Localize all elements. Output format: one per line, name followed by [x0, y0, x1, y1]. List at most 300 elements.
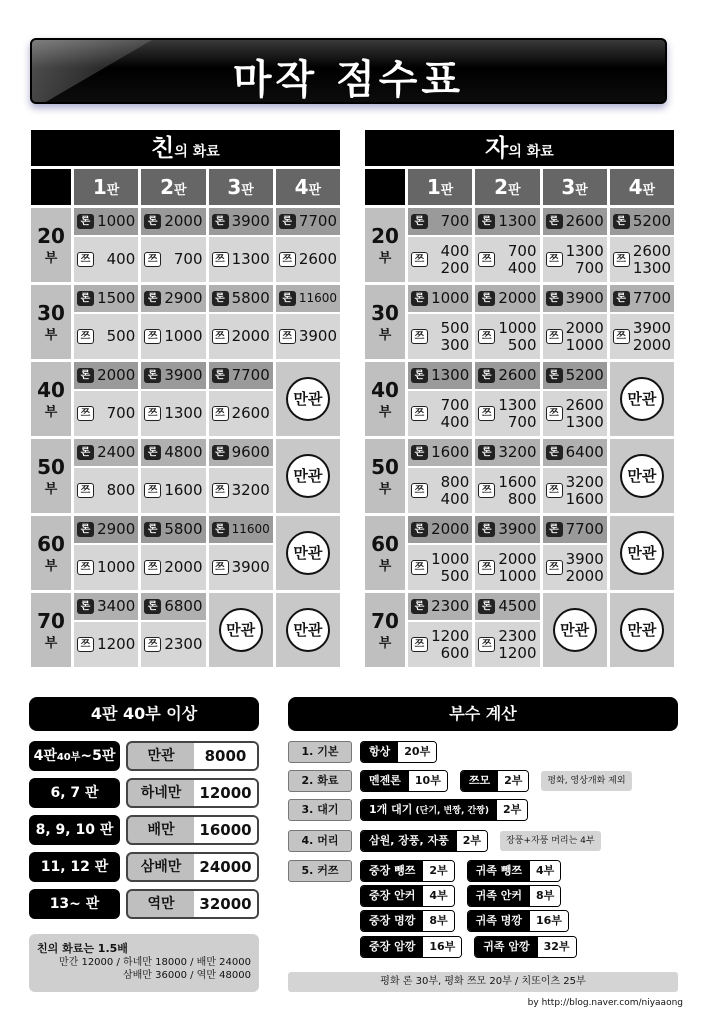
- fu-calc-row: [288, 885, 573, 907]
- tsumo-part: 1300: [632, 258, 671, 277]
- fu-row-40: [365, 362, 674, 436]
- mangan-badge: [286, 454, 330, 498]
- mangan-cell: [610, 439, 674, 513]
- tsumo-value: [161, 328, 202, 345]
- limit-row: [29, 889, 259, 919]
- fu-pill: [467, 860, 562, 882]
- mangan-badge: [553, 608, 597, 652]
- ron-score: [209, 362, 273, 389]
- fu-pill: [360, 799, 528, 821]
- ron-icon: 론: [144, 368, 161, 383]
- ron-value: 6800: [164, 597, 203, 615]
- tsumo-part: 3900: [565, 549, 604, 568]
- ron-value: 1600: [431, 443, 470, 461]
- score-cell: [141, 439, 205, 513]
- tsumo-value: [161, 405, 202, 422]
- ron-score: [141, 362, 205, 389]
- fu-label: [365, 593, 405, 667]
- tsumo-score: [74, 314, 138, 359]
- ron-score: [475, 285, 539, 312]
- score-cell: [408, 516, 472, 590]
- tsumo-part: 800: [106, 481, 136, 499]
- score-cell: [141, 208, 205, 282]
- limit-row: [29, 815, 259, 845]
- tsumo-score: [408, 545, 472, 590]
- mangan-badge: [620, 608, 664, 652]
- fu-pill-value: 2부: [498, 771, 528, 791]
- tsumo-part: 1600: [498, 472, 537, 491]
- score-cell: [543, 208, 607, 282]
- tsumo-value: [428, 474, 469, 508]
- ron-value: 4800: [164, 443, 203, 461]
- limit-name: 배만: [147, 822, 175, 838]
- ron-score: [475, 516, 539, 543]
- tsumo-score: [543, 545, 607, 590]
- mangan-text: 관: [641, 389, 657, 408]
- mangan-badge: [620, 377, 664, 421]
- fu-number: 50: [37, 454, 65, 479]
- score-cell: [74, 362, 138, 436]
- ron-value: 7700: [298, 212, 337, 230]
- fu-pill: [360, 741, 437, 763]
- han-header: [74, 169, 138, 205]
- table-header: [31, 130, 340, 166]
- limit-section-title: 4판 40부 이상: [29, 697, 259, 731]
- limit-row: [29, 852, 259, 882]
- limit-han: [29, 778, 120, 808]
- fu-calc-row: [288, 860, 573, 882]
- tsumo-part: 1200: [97, 635, 136, 653]
- ron-icon: 론: [478, 368, 495, 383]
- mangan-text: 만: [560, 620, 575, 639]
- mangan-text: 관: [641, 543, 657, 562]
- tsumo-score: [209, 314, 273, 359]
- score-cell: [74, 516, 138, 590]
- limit-han: [29, 815, 120, 845]
- score-cell: [475, 516, 539, 590]
- tsumo-score: [475, 314, 539, 359]
- fu-number: 60: [371, 531, 399, 556]
- fu-pill-key: 귀족 명깡: [468, 911, 530, 931]
- fu-pill: [360, 770, 448, 792]
- ron-icon: 론: [478, 522, 495, 537]
- score-cell: [276, 208, 340, 282]
- limit-name-box: [126, 778, 259, 808]
- ron-score: [209, 439, 273, 466]
- tsumo-part: 1000: [97, 558, 136, 576]
- mangan-text: 만: [627, 620, 642, 639]
- ron-score: [543, 362, 607, 389]
- ron-value: 1000: [97, 212, 136, 230]
- tsumo-part: 2000: [498, 549, 537, 568]
- mangan-cell: [276, 516, 340, 590]
- ron-value: 1300: [431, 366, 470, 384]
- fu-unit: 부: [378, 404, 392, 420]
- tsumo-part: 1300: [164, 404, 203, 422]
- tsumo-icon: 쯔: [411, 252, 428, 267]
- fu-number: 50: [371, 454, 399, 479]
- fu-pill-key: 중장 암깡: [361, 937, 423, 957]
- limit-name: 역만: [147, 896, 175, 912]
- limit-han-end: ~5판: [80, 748, 116, 764]
- score-cell: [141, 362, 205, 436]
- ron-score: [141, 439, 205, 466]
- fu-calc-row: [288, 799, 540, 821]
- score-cell: [141, 516, 205, 590]
- ron-value: 11600: [298, 291, 337, 305]
- ron-icon: 론: [411, 599, 428, 614]
- fu-pill-value: 8부: [423, 911, 453, 931]
- fu-pill-value: 2부: [423, 861, 453, 881]
- fu-calc-row: [288, 830, 601, 852]
- tsumo-score: [209, 391, 273, 436]
- ron-icon: 론: [411, 214, 428, 229]
- ron-icon: 론: [279, 214, 296, 229]
- mangan-cell: [543, 593, 607, 667]
- fu-label: [31, 593, 71, 667]
- mangan-cell: [276, 593, 340, 667]
- ron-score: [276, 285, 340, 312]
- ron-score: [74, 439, 138, 466]
- mangan-text: 만: [293, 620, 308, 639]
- limit-name: 하네만: [140, 785, 182, 801]
- han-unit: 판: [106, 183, 120, 198]
- ron-icon: 론: [144, 291, 161, 306]
- dealer-note-line2: 삼배만 36000 / 역만 48000: [122, 970, 251, 981]
- ron-icon: 론: [478, 599, 495, 614]
- tsumo-icon: 쯔: [212, 560, 229, 575]
- tsumo-value: [229, 405, 270, 422]
- mangan-text: 관: [641, 620, 657, 639]
- tsumo-value: [563, 397, 604, 431]
- tsumo-part: 3900: [632, 318, 671, 337]
- tsumo-value: [495, 628, 536, 662]
- fu-unit: 부: [378, 327, 392, 343]
- fu-label: [365, 439, 405, 513]
- ron-score: [209, 516, 273, 543]
- mangan-badge: [620, 454, 664, 498]
- fu-pill: [360, 885, 455, 907]
- mangan-text: 만: [627, 543, 642, 562]
- score-cell: [475, 208, 539, 282]
- mangan-cell: [610, 362, 674, 436]
- ron-icon: 론: [144, 214, 161, 229]
- fu-number: 30: [371, 300, 399, 325]
- tsumo-score: [543, 237, 607, 282]
- tsumo-part: 2600: [298, 250, 337, 268]
- nondealer-table: [365, 130, 674, 667]
- tsumo-score: [141, 314, 205, 359]
- ron-value: 2300: [431, 597, 470, 615]
- fu-number: 40: [371, 377, 399, 402]
- score-cell: [141, 285, 205, 359]
- mangan-badge: [286, 531, 330, 575]
- mangan-cell: [276, 439, 340, 513]
- score-cell: [543, 439, 607, 513]
- tsumo-value: [161, 482, 202, 499]
- tsumo-value: [428, 320, 469, 354]
- ron-value: 1300: [498, 212, 537, 230]
- tsumo-icon: 쯔: [77, 252, 94, 267]
- mangan-text: 만: [293, 543, 308, 562]
- score-cell: [209, 439, 273, 513]
- tsumo-score: [74, 622, 138, 667]
- ron-value: 700: [440, 212, 470, 230]
- tsumo-icon: 쯔: [144, 252, 161, 267]
- han-header: [610, 169, 674, 205]
- fu-number: 60: [37, 531, 65, 556]
- ron-value: 2000: [164, 212, 203, 230]
- fu-label: [31, 362, 71, 436]
- tsumo-part: 3200: [565, 472, 604, 491]
- tsumo-icon: 쯔: [212, 252, 229, 267]
- tsumo-score: [408, 314, 472, 359]
- ron-icon: 론: [212, 368, 229, 383]
- score-cell: [408, 208, 472, 282]
- tsumo-icon: 쯔: [546, 406, 563, 421]
- ron-value: 3400: [97, 597, 136, 615]
- tsumo-value: [296, 251, 337, 268]
- fu-calc-row: [288, 770, 632, 792]
- tsumo-part: 1000: [164, 327, 203, 345]
- tsumo-value: [94, 482, 135, 499]
- tsumo-score: [475, 468, 539, 513]
- fu-pill: [467, 910, 569, 932]
- tsumo-value: [563, 243, 604, 277]
- tsumo-part: 500: [440, 566, 470, 585]
- ron-icon: 론: [546, 522, 563, 537]
- fu-calc-row: [288, 910, 581, 932]
- ron-score: [141, 208, 205, 235]
- han-header: [276, 169, 340, 205]
- tsumo-part: 400: [507, 258, 537, 277]
- tsumo-part: 700: [106, 404, 136, 422]
- tsumo-part: 700: [575, 258, 604, 277]
- tsumo-part: 1000: [498, 318, 537, 337]
- fu-label: [31, 439, 71, 513]
- fu-pill-value: 2부: [457, 831, 487, 851]
- ron-icon: 론: [144, 599, 161, 614]
- tsumo-score: [276, 237, 340, 282]
- tsumo-score: [209, 237, 273, 282]
- han-unit: 판: [642, 183, 656, 198]
- limit-row: [29, 741, 259, 771]
- ron-icon: 론: [77, 291, 94, 306]
- fu-label: [31, 208, 71, 282]
- fu-label: [31, 285, 71, 359]
- fu-row-70: [31, 593, 340, 667]
- fu-pill: [360, 830, 488, 852]
- ron-value: 2900: [164, 289, 203, 307]
- tsumo-part: 300: [440, 335, 470, 354]
- han-number: 3: [561, 175, 576, 199]
- ron-icon: 론: [478, 445, 495, 460]
- fu-unit: 부: [44, 404, 58, 420]
- tsumo-value: [161, 636, 202, 653]
- ron-score: [408, 516, 472, 543]
- tsumo-icon: 쯔: [77, 637, 94, 652]
- ron-score: [408, 593, 472, 620]
- ron-icon: 론: [77, 214, 94, 229]
- tsumo-value: [563, 474, 604, 508]
- ron-icon: 론: [546, 291, 563, 306]
- tsumo-icon: 쯔: [77, 406, 94, 421]
- tsumo-part: 600: [440, 643, 470, 662]
- han-number: 3: [227, 175, 242, 199]
- fu-pill-value: 8부: [530, 886, 560, 906]
- tsumo-icon: 쯔: [212, 483, 229, 498]
- fu-pill-key: 중장 뺑쯔: [361, 861, 423, 881]
- page-title: 마작 점수표: [232, 57, 465, 103]
- ron-score: [276, 208, 340, 235]
- fu-pill-key: 1개 대기 (단기, 변짱, 간짱): [361, 800, 497, 820]
- dealer-table: [31, 130, 340, 667]
- tsumo-icon: 쯔: [279, 329, 296, 344]
- tsumo-score: [610, 314, 674, 359]
- fu-bottom-note: 평화 론 30부, 평화 쯔모 20부 / 치또이츠 25부: [288, 972, 678, 992]
- ron-value: 3900: [164, 366, 203, 384]
- fu-number: 20: [37, 223, 65, 248]
- ron-icon: 론: [77, 445, 94, 460]
- han-header: [141, 169, 205, 205]
- ron-score: [74, 516, 138, 543]
- mangan-text: 관: [307, 543, 323, 562]
- ron-score: [475, 593, 539, 620]
- tsumo-icon: 쯔: [613, 252, 630, 267]
- table-header-main: 친: [151, 134, 175, 162]
- fu-pill: [467, 885, 562, 907]
- score-cell: [475, 285, 539, 359]
- mangan-text: 관: [641, 466, 657, 485]
- ron-score: [141, 516, 205, 543]
- tsumo-icon: 쯔: [478, 560, 495, 575]
- tsumo-score: [74, 545, 138, 590]
- tsumo-score: [408, 237, 472, 282]
- score-cell: [408, 439, 472, 513]
- tsumo-value: [94, 559, 135, 576]
- score-cell: [209, 208, 273, 282]
- tsumo-score: [209, 545, 273, 590]
- ron-value: 7700: [231, 366, 270, 384]
- mangan-badge: [286, 608, 330, 652]
- tsumo-part: 2000: [565, 318, 604, 337]
- fu-row-30: [31, 285, 340, 359]
- fu-pill-key: 쯔모: [461, 771, 498, 791]
- ron-value: 11600: [231, 522, 270, 536]
- ron-icon: 론: [279, 291, 296, 306]
- fu-pill-value: 16부: [423, 937, 461, 957]
- fu-row-70: [365, 593, 674, 667]
- fu-row-40: [31, 362, 340, 436]
- ron-value: 3900: [565, 289, 604, 307]
- fu-unit: 부: [378, 635, 392, 651]
- tsumo-score: [543, 468, 607, 513]
- fu-label: [365, 362, 405, 436]
- fu-label: [365, 285, 405, 359]
- tsumo-part: 500: [106, 327, 136, 345]
- ron-score: [543, 208, 607, 235]
- tsumo-score: [74, 237, 138, 282]
- ron-icon: 론: [613, 291, 630, 306]
- ron-icon: 론: [411, 445, 428, 460]
- tsumo-icon: 쯔: [546, 560, 563, 575]
- fu-pill-key: 중장 안커: [361, 886, 423, 906]
- tsumo-part: 1300: [565, 241, 604, 260]
- fu-calc-label: 5. 커쯔: [288, 860, 352, 882]
- tsumo-icon: 쯔: [77, 329, 94, 344]
- ron-icon: 론: [212, 522, 229, 537]
- tsumo-part: 2000: [565, 566, 604, 585]
- mangan-text: 관: [240, 620, 256, 639]
- tsumo-icon: 쯔: [613, 329, 630, 344]
- corner-cell: [31, 169, 71, 205]
- tsumo-score: [408, 622, 472, 667]
- tsumo-value: [428, 628, 469, 662]
- tsumo-value: [296, 328, 337, 345]
- ron-icon: 론: [144, 522, 161, 537]
- mangan-badge: [286, 377, 330, 421]
- tsumo-part: 3900: [298, 327, 337, 345]
- tsumo-icon: 쯔: [546, 252, 563, 267]
- tsumo-value: [94, 636, 135, 653]
- ron-icon: 론: [546, 214, 563, 229]
- tsumo-part: 2000: [164, 558, 203, 576]
- score-cell: [543, 516, 607, 590]
- tsumo-score: [543, 314, 607, 359]
- tsumo-value: [563, 551, 604, 585]
- score-cell: [209, 362, 273, 436]
- tsumo-score: [475, 545, 539, 590]
- mangan-cell: [276, 362, 340, 436]
- tsumo-part: 2300: [164, 635, 203, 653]
- tsumo-icon: 쯔: [411, 483, 428, 498]
- tsumo-part: 1000: [565, 335, 604, 354]
- tsumo-icon: 쯔: [478, 252, 495, 267]
- fu-unit: 부: [44, 635, 58, 651]
- tsumo-part: 2000: [632, 335, 671, 354]
- tsumo-score: [141, 622, 205, 667]
- tsumo-score: [74, 468, 138, 513]
- fu-pill-value: 16부: [530, 911, 568, 931]
- tsumo-score: [141, 545, 205, 590]
- tsumo-part: 1300: [498, 395, 537, 414]
- score-cell: [74, 208, 138, 282]
- fu-section-title: 부수 계산: [288, 697, 678, 731]
- ron-value: 2600: [498, 366, 537, 384]
- mangan-text: 관: [574, 620, 590, 639]
- fu-pill-value: 32부: [538, 937, 576, 957]
- ron-value: 2000: [431, 520, 470, 538]
- dealer-note-line1: 만간 12000 / 하네만 18000 / 배만 24000: [58, 957, 251, 968]
- mangan-text: 관: [307, 466, 323, 485]
- tsumo-score: [408, 468, 472, 513]
- ron-score: [74, 285, 138, 312]
- mangan-badge: [620, 531, 664, 575]
- mangan-text: 만: [226, 620, 241, 639]
- fu-pill-key: 항상: [361, 742, 398, 762]
- ron-value: 4500: [498, 597, 537, 615]
- tsumo-icon: 쯔: [279, 252, 296, 267]
- tsumo-score: [74, 391, 138, 436]
- tsumo-score: [475, 622, 539, 667]
- fu-unit: 부: [44, 558, 58, 574]
- tsumo-part: 2600: [632, 241, 671, 260]
- ron-value: 1000: [431, 289, 470, 307]
- limit-han-main: 11, 12 판: [40, 859, 109, 875]
- fu-pill: [460, 770, 530, 792]
- mangan-text: 만: [293, 466, 308, 485]
- tsumo-part: 3900: [231, 558, 270, 576]
